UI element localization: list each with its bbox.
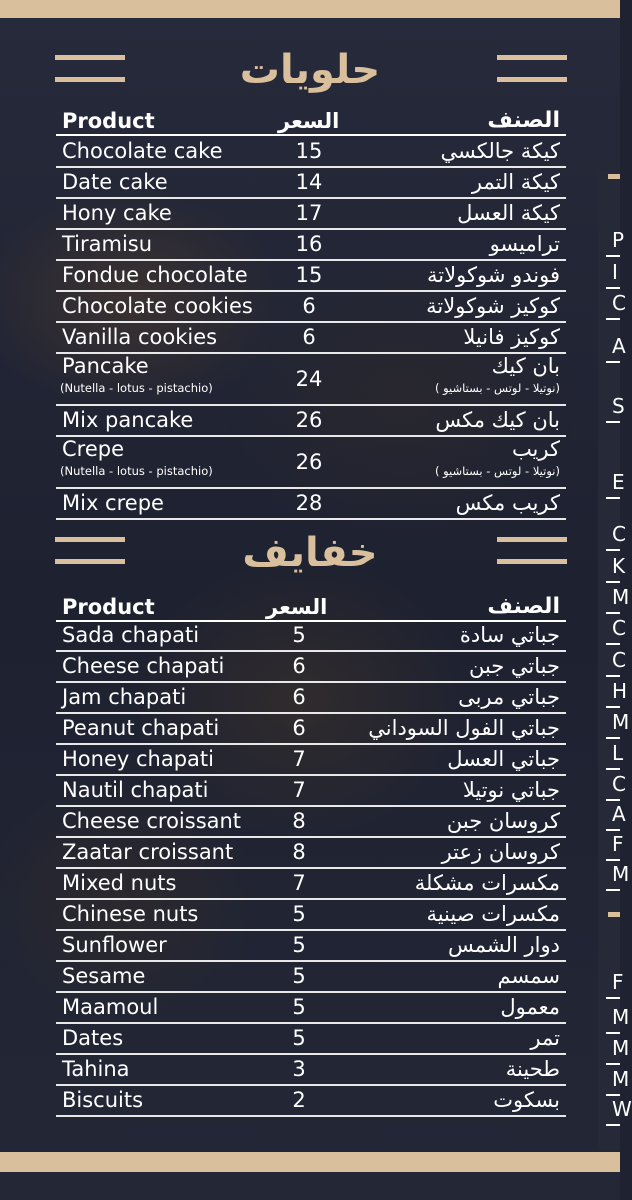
item-name-ar: كوكيز فانيلا	[463, 325, 560, 349]
item-name-ar: كريب مكس	[455, 491, 560, 515]
table-row	[56, 869, 566, 900]
edge-letter: S	[612, 394, 625, 418]
item-name-ar: معمول	[500, 995, 560, 1019]
table-row	[56, 714, 566, 745]
item-name-en: Date cake	[62, 170, 168, 194]
edge-divider	[606, 1063, 620, 1065]
table-row	[56, 1024, 566, 1055]
table-row	[56, 962, 566, 993]
table-row	[56, 230, 566, 261]
item-name-ar: كريب	[511, 437, 560, 461]
edge-divider	[606, 997, 620, 999]
item-name-ar: طحينة	[505, 1057, 560, 1081]
item-name-en: Dates	[62, 1026, 124, 1050]
edge-divider	[606, 889, 620, 891]
edge-divider	[606, 706, 620, 708]
header-item: الصنف	[487, 108, 560, 133]
edge-divider	[606, 361, 620, 363]
edge-letter: C	[612, 616, 626, 640]
edge-letter: C	[612, 291, 626, 315]
edge-letter: I	[612, 260, 618, 284]
item-name-en: Honey chapati	[62, 747, 214, 771]
item-price: 26	[295, 408, 323, 432]
item-price: 5	[292, 623, 306, 647]
edge-divider	[606, 1032, 620, 1034]
table-row	[56, 261, 566, 292]
edge-letter: C	[612, 648, 626, 672]
item-name-en: Chocolate cake	[62, 139, 223, 163]
item-name-ar: كيكة التمر	[471, 170, 560, 194]
edge-divider	[606, 643, 620, 645]
edge-letter: F	[612, 970, 624, 994]
header-price: السعر	[278, 109, 340, 133]
item-price: 6	[302, 325, 316, 349]
item-note-ar: ( نوتيلا - لوتس - بستاشيو)	[434, 381, 560, 395]
item-price: 24	[295, 367, 323, 391]
item-price: 6	[302, 294, 316, 318]
table-row	[56, 621, 566, 652]
edge-letter: H	[612, 679, 628, 703]
item-price: 5	[292, 995, 306, 1019]
table-row	[56, 199, 566, 230]
edge-letter: E	[612, 470, 625, 494]
item-name-en: Biscuits	[62, 1088, 144, 1112]
table-row	[56, 776, 566, 807]
edge-divider	[606, 421, 620, 423]
item-name-ar: تراميسو	[489, 232, 560, 256]
item-name-ar: جباتي العسل	[447, 747, 560, 771]
edge-letter: L	[612, 741, 624, 765]
edge-letter: A	[612, 334, 626, 358]
item-note-en: (Nutella - lotus - pistachio)	[60, 381, 213, 395]
item-name-en: Nautil chapati	[62, 778, 209, 802]
edge-letter: M	[612, 710, 630, 734]
item-name-en: Hony cake	[62, 201, 172, 225]
item-name-ar: كروسان زعتر	[441, 840, 560, 864]
edge-divider	[606, 1124, 620, 1126]
item-name-en: Mix pancake	[62, 408, 194, 432]
header-product: Product	[62, 595, 155, 619]
item-name-ar: مكسرات مشكلة	[414, 871, 560, 895]
edge-divider	[606, 675, 620, 677]
item-price: 6	[292, 654, 306, 678]
edge-letter: M	[612, 1005, 630, 1029]
item-name-ar: جباتي جبن	[468, 654, 560, 678]
table-row	[56, 993, 566, 1024]
table-row	[56, 931, 566, 962]
item-name-en: Peanut chapati	[62, 716, 220, 740]
item-price: 7	[292, 747, 306, 771]
item-price: 28	[295, 491, 323, 515]
table-row	[56, 489, 566, 520]
edge-letter: M	[612, 1036, 630, 1060]
top-border-bar	[0, 0, 620, 18]
edge-divider	[606, 799, 620, 801]
edge-divider	[606, 768, 620, 770]
edge-divider	[606, 829, 620, 831]
table-row	[56, 807, 566, 838]
item-price: 8	[292, 840, 306, 864]
item-price: 26	[295, 450, 323, 474]
item-name-ar: كوكيز شوكولاتة	[426, 294, 560, 318]
edge-divider	[606, 612, 620, 614]
edge-letter: M	[612, 862, 630, 886]
item-name-ar: بسكوت	[493, 1088, 560, 1112]
item-price: 7	[292, 778, 306, 802]
item-name-en: Sunflower	[62, 933, 167, 957]
table-row	[56, 137, 566, 168]
header-item: الصنف	[487, 594, 560, 619]
edge-divider	[606, 859, 620, 861]
item-name-en: Mixed nuts	[62, 871, 177, 895]
edge-letter: F	[612, 832, 624, 856]
item-price: 6	[292, 716, 306, 740]
item-name-en: Cheese chapati	[62, 654, 225, 678]
table-row	[56, 323, 566, 354]
edge-divider	[606, 737, 620, 739]
table-row	[56, 1055, 566, 1086]
item-name-en: Sada chapati	[62, 623, 200, 647]
edge-deco-bar	[608, 174, 620, 179]
item-name-ar: فوندو شوكولاتة	[427, 263, 560, 287]
edge-letter: M	[612, 1067, 630, 1091]
item-note-en: (Nutella - lotus - pistachio)	[60, 464, 213, 478]
bottom-border-bar	[0, 1152, 620, 1172]
item-name-ar: بان كيك	[491, 354, 560, 378]
item-price: 16	[295, 232, 323, 256]
item-price: 17	[295, 201, 323, 225]
edge-divider	[606, 255, 620, 257]
section-title-sweets: حلويات	[239, 47, 381, 93]
item-name-en: Fondue chocolate	[62, 263, 248, 287]
item-name-en: Maamoul	[62, 995, 159, 1019]
edge-divider	[606, 1094, 620, 1096]
table-row	[56, 745, 566, 776]
table-header	[56, 590, 566, 622]
item-name-ar: جباتي سادة	[459, 623, 560, 647]
edge-divider	[606, 287, 620, 289]
item-name-ar: تمر	[530, 1026, 560, 1050]
edge-letter: P	[612, 228, 625, 252]
item-name-ar: كيكة جالكسي	[440, 139, 560, 163]
item-name-ar: كيكة العسل	[457, 201, 560, 225]
item-name-en: Chocolate cookies	[62, 294, 253, 318]
item-name-ar: جباتي الفول السوداني	[368, 716, 560, 740]
edge-letter: W	[612, 1097, 632, 1121]
item-price: 14	[295, 170, 323, 194]
header-price: السعر	[266, 595, 328, 619]
item-price: 15	[295, 139, 323, 163]
item-price: 5	[292, 1026, 306, 1050]
item-name-en: Mix crepe	[62, 491, 164, 515]
table-row	[56, 354, 566, 406]
table-row	[56, 652, 566, 683]
table-row	[56, 838, 566, 869]
item-name-ar: جباتي مربى	[458, 685, 560, 709]
item-name-en: Pancake	[62, 354, 149, 378]
item-name-en: Jam chapati	[62, 685, 187, 709]
item-name-ar: كروسان جبن	[446, 809, 560, 833]
item-price: 5	[292, 902, 306, 926]
section-title-snacks: خفايف	[242, 530, 378, 576]
item-name-en: Chinese nuts	[62, 902, 199, 926]
item-price: 8	[292, 809, 306, 833]
item-name-en: Sesame	[62, 964, 146, 988]
table-row	[56, 437, 566, 489]
item-price: 3	[292, 1057, 306, 1081]
table-row	[56, 168, 566, 199]
edge-divider	[606, 318, 620, 320]
edge-letter: C	[612, 772, 626, 796]
item-name-en: Cheese croissant	[62, 809, 242, 833]
table-row	[56, 406, 566, 437]
item-price: 5	[292, 933, 306, 957]
item-price: 6	[292, 685, 306, 709]
edge-divider	[606, 497, 620, 499]
edge-letter: C	[612, 522, 626, 546]
edge-letter: M	[612, 585, 630, 609]
item-name-en: Crepe	[62, 437, 125, 461]
header-product: Product	[62, 109, 155, 133]
edge-letter: A	[612, 802, 626, 826]
item-note-ar: ( نوتيلا - لوتس - بستاشيو)	[434, 464, 560, 478]
table-header	[56, 104, 566, 136]
table-row	[56, 1086, 566, 1117]
item-name-en: Vanilla cookies	[62, 325, 218, 349]
item-name-ar: سمسم	[497, 964, 560, 988]
item-price: 15	[295, 263, 323, 287]
item-name-en: Tiramisu	[62, 232, 153, 256]
item-name-ar: جباتي نوتيلا	[462, 778, 560, 802]
table-row	[56, 292, 566, 323]
item-name-ar: دوار الشمس	[447, 933, 560, 957]
item-name-en: Tahina	[62, 1057, 130, 1081]
table-row	[56, 900, 566, 931]
edge-divider	[606, 581, 620, 583]
item-name-ar: بان كيك مكس	[435, 408, 560, 432]
item-price: 5	[292, 964, 306, 988]
item-price: 7	[292, 871, 306, 895]
item-name-ar: مكسرات صينية	[426, 902, 560, 926]
table-row	[56, 683, 566, 714]
edge-letter: K	[612, 554, 626, 578]
edge-deco-bar	[608, 912, 620, 917]
item-name-en: Zaatar croissant	[62, 840, 234, 864]
item-price: 2	[292, 1088, 306, 1112]
